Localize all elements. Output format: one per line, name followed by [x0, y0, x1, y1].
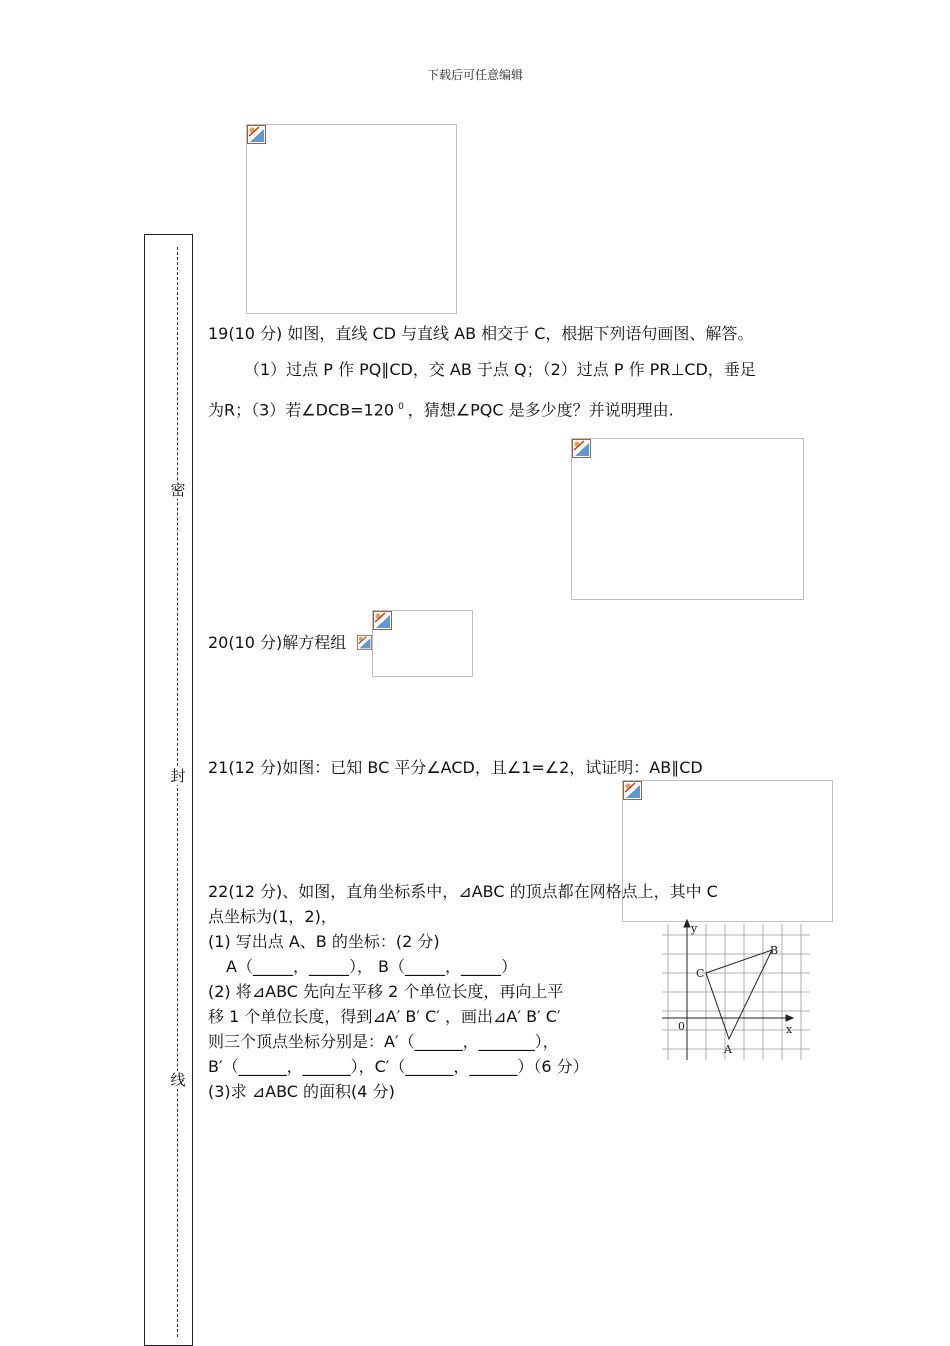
- q22-line-1: 22(12 分)、如图，直角坐标系中，⊿ABC 的顶点都在网格点上，其中 C: [208, 882, 718, 901]
- point-c-label: C: [696, 967, 705, 980]
- coordinate-grid-figure: [658, 918, 814, 1060]
- figure-19-image: [246, 124, 457, 314]
- q19-line-3: [208, 396, 674, 421]
- q22-line-8: B′（______，______），C′（______，______）（6 分）: [208, 1057, 589, 1076]
- q20-text: 20(10 分)解方程组: [208, 633, 347, 652]
- broken-image-icon: [572, 439, 591, 458]
- q19-line-3-a: 为R；（3）若∠DCB=120: [208, 400, 395, 420]
- equation-system-image: [372, 610, 473, 677]
- q22-line-6: 移 1 个单位长度，得到⊿A′ B′ C′ ，画出⊿A′ B′ C′: [208, 1007, 561, 1026]
- point-b-label: B: [770, 944, 779, 957]
- q21-text: 21(12 分)如图：已知 BC 平分∠ACD，且∠1=∠2，试证明：AB∥CD: [208, 758, 703, 777]
- seal-mark-xian: 线: [170, 1071, 186, 1089]
- origin-label: 0: [678, 1020, 685, 1033]
- grid-lines: [662, 924, 810, 1060]
- q22-line-2: 点坐标为(1，2)，: [208, 907, 337, 926]
- page-header: 下载后可任意编辑: [426, 68, 523, 82]
- q22-line-7: 则三个顶点坐标分别是：A′（______，_______），: [208, 1032, 559, 1051]
- seal-dashed-line: [177, 247, 178, 1337]
- axis-x-label: x: [786, 1023, 793, 1036]
- point-a-label: A: [724, 1043, 732, 1056]
- q19-line-2: （1）过点 P 作 PQ∥CD，交 AB 于点 Q；（2）过点 P 作 PR⊥CD，垂足: [244, 360, 756, 379]
- seal-mark-mi: 密: [170, 481, 186, 499]
- q19-line-1: 19(10 分) 如图，直线 CD 与直线 AB 相交于 C，根据下列语句画图、解答。: [208, 324, 754, 343]
- q19-line-3-b: ，猜想∠PQC 是多少度？并说明理由.: [407, 400, 674, 420]
- q22-line-9: (3)求 ⊿ABC 的面积(4 分): [208, 1082, 395, 1101]
- q22-line-5: (2) 将⊿ABC 先向左平移 2 个单位长度，再向上平: [208, 982, 564, 1001]
- axes: [662, 920, 793, 1060]
- q22-line-4: A（_____，_____）， B（_____，_____）: [226, 957, 518, 976]
- q19-degree-sup: 0: [398, 402, 404, 412]
- binding-strip: [144, 234, 193, 1346]
- seal-mark-feng: 封: [170, 767, 186, 785]
- broken-image-icon: [373, 611, 392, 630]
- axis-y-label: y: [691, 922, 698, 935]
- triangle-abc: [706, 950, 772, 1039]
- q22-line-3: (1) 写出点 A、B 的坐标：(2 分): [208, 932, 440, 951]
- broken-image-icon: [623, 781, 642, 800]
- broken-image-icon: [247, 125, 266, 144]
- broken-image-icon: [357, 633, 372, 652]
- figure-19b-image: [571, 438, 804, 600]
